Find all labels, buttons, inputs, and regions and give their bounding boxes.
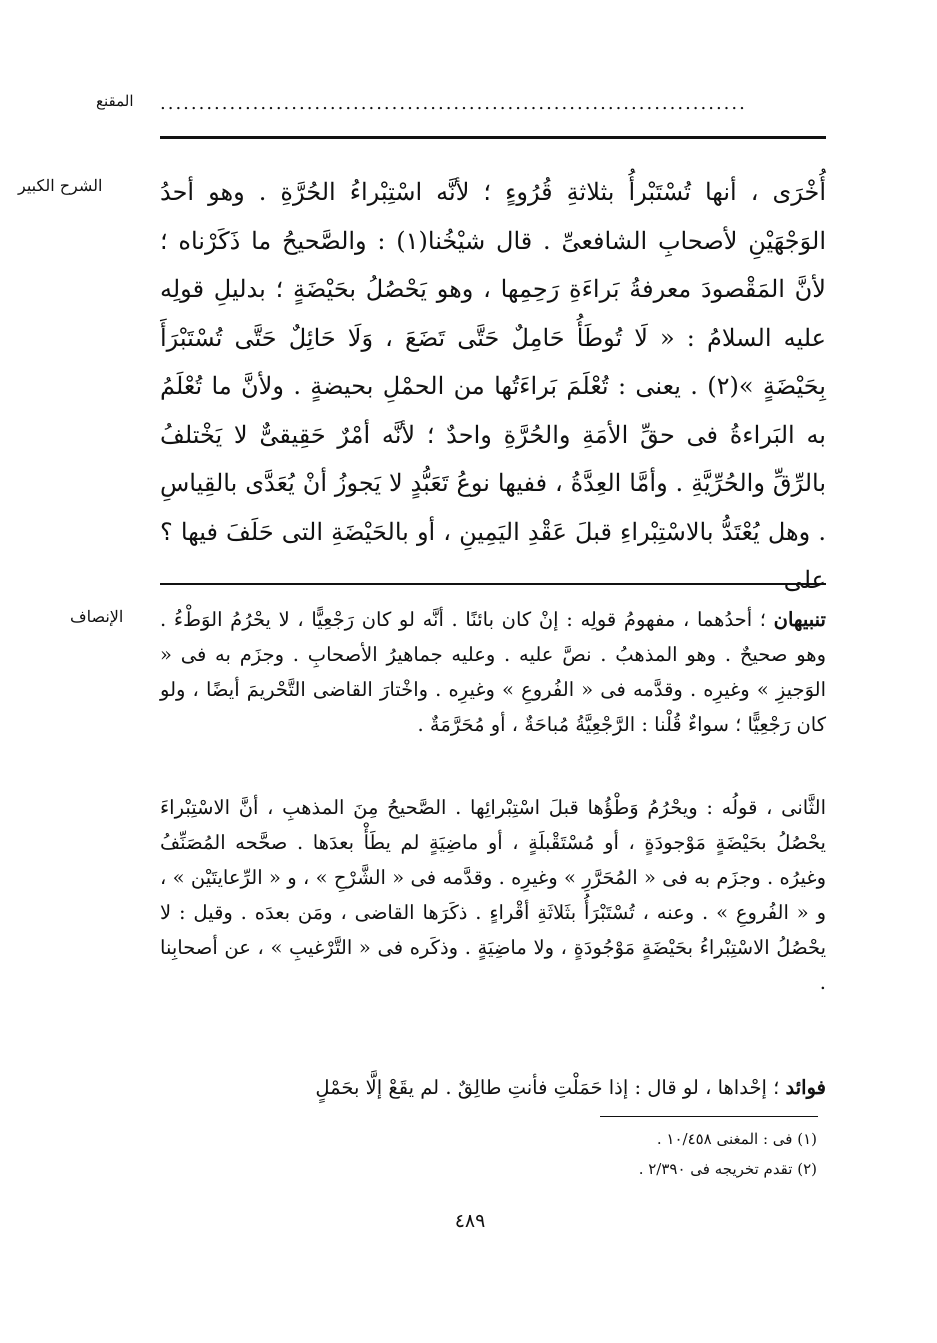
- insaf-paragraph-1-lead: تنبيهان: [773, 608, 826, 631]
- insaf-paragraph-3-lead: فوائد: [785, 1076, 826, 1099]
- sharh-main-text: أُخْرَى ، أنها تُسْتَبْرأُ بثلاثةِ قُرُوءٍ ؛ لأنَّه اسْتِبْراءُ الحُرَّةِ . وهو أحدُ الوَجْهَيْنِ لأصحابِ الشافعىِّ . قال شيْخُنا(١) : والصَّحيحُ ما ذَكَرْناه ؛ لأنَّ المَقْصودَ معرفةُ بَراءَةِ رَحِمِها ، وهو يَحْصُلُ بحَيْضَةٍ ؛ بدليلِ قولِه عليه السلامُ : « لَا تُوطَأُ حَامِلٌ حَتَّى تَضَعَ ، وَلَا حَائِلٌ حَتَّى تُسْتَبْرَأَ بِحَيْضَةٍ »(٢) . يعنى : تُعْلَمَ بَراءَتُها من الحمْلِ بحيضةٍ . ولأنَّ ما تُعْلَمُ به البَراءةُ فى حقِّ الأمَةِ والحُرَّةِ واحدٌ ؛ لأنَّه أمْرٌ حَقِيقىٌّ لا يَخْتلفُ بالرِّقِّ والحُرِّيَّةِ . وأمَّا العِدَّةُ ، ففيها نوعُ تَعَبُّدٍ لا يَجوزُ أنْ يُعَدَّى بالقِياسِ . وهل يُعْتَدُّ بالاسْتِبْراءِ قبلَ عَقْدِ اليَمِينِ ، أو بالحَيْضَةِ التى حَلَفَ فيها ؟ على: [160, 178, 826, 594]
- insaf-paragraph-1: [160, 602, 826, 742]
- margin-label-insaf: الإنصاف: [70, 607, 124, 626]
- book-title: المقنع: [96, 92, 134, 110]
- insaf-paragraph-3-text: ؛ إحْداها ، لو قال : إذا حَمَلْتِ فأنتِ طالِقٌ . لم يقَعْ إلَّا بحَمْلٍ: [315, 1076, 786, 1099]
- footnote-rule: [600, 1116, 818, 1117]
- page-number: ٤٨٩: [454, 1210, 486, 1232]
- margin-label-sharh: الشرح الكبير: [18, 176, 103, 195]
- insaf-paragraph-3: [160, 1070, 826, 1105]
- header-dotted-leader: ............................................................................: [160, 93, 747, 114]
- header-rule: [160, 136, 826, 139]
- section-divider: [160, 583, 826, 585]
- insaf-paragraph-2: الثَّانى ، قولُه : ويحْرُمُ وَطْؤُها قبلَ اسْتِبْرائِها . الصَّحيحُ مِنَ المذهبِ ، أنَّ الاسْتِبْراءَ يحْصُلُ بحَيْضَةٍ مَوْجودَةٍ ، أو مُسْتَقْبلَةٍ ، أو ماضِيَةٍ لم يطَأْ بعدَها . صحَّحه المُصَنِّفُ وغيرُه . وجزَم به فى « المُحَرَّرِ » وغيرِه . وقدَّمه فى « الشَّرْحِ » ، و « الرِّعايتَيْن » ، و « الفُروعِ » . وعنه ، تُسْتَبْرَأُ بثَلاثَةِ أقْراءٍ . ذكَرَها القاضى ، ومَن بعدَه . وقيل : لا يحْصُلُ الاسْتِبْراءُ بحَيْضَةٍ مَوْجُودَةٍ ، ولا ماضِيَةٍ . وذكَره فى « التَّرْغيبِ » ، عن أصحابِنا .: [160, 796, 826, 994]
- footnote-1: (١) فى : المغنى ١٠/٤٥٨ .: [656, 1130, 817, 1148]
- footnote-2: (٢) تقدم تخريجه فى ٢/٣٩٠ .: [638, 1160, 817, 1178]
- insaf-paragraph-1-text: ؛ أحدُهما ، مفهومُ قولِه : إنْ كان بائنًا . أنَّه لو كان رَجْعِيًّا ، لا يحْرُمُ الوَطْءُ . وهو صحيحٌ . وهو المذهبُ . نصَّ عليه . وعليه جماهيرُ الأصحابِ . وجزَم به فى « الوَجيزِ » وغيرِه . وقدَّمه فى « الفُروعِ » وغيرِه . واخْتارَ القاضى التَّحْريمَ أيضًا ، ولو كان رَجْعِيًّا ؛ سواءٌ قُلْنا : الرَّجْعِيَّةُ مُباحَةٌ ، أو مُحَرَّمَةٌ .: [160, 608, 826, 736]
